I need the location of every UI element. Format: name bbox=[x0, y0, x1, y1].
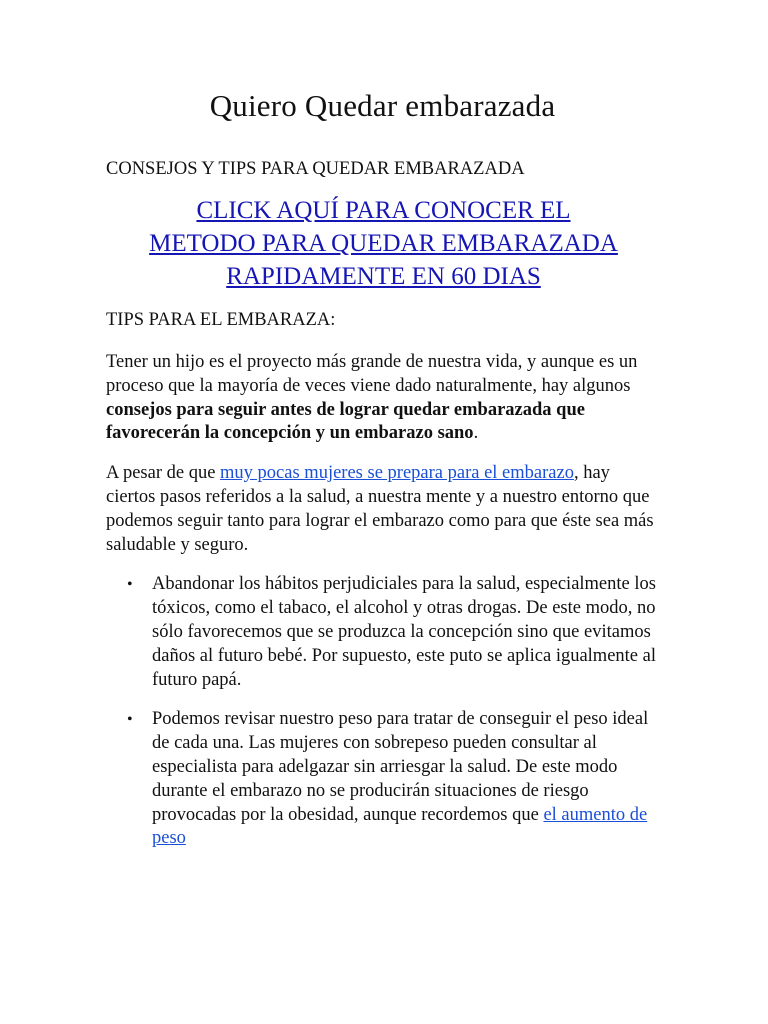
list-item-text: Podemos revisar nuestro peso para tratar de conseguir el peso ideal de cada una. Las mujeres con sobrepeso pueden consultar al especialista para adelgazar sin arriesgar la salud. De este modo durante el embarazo no se producirán situaciones de riesgo provocadas por la obesidad, aunque recordemos que bbox=[152, 709, 649, 825]
list-item-text: Abandonar los hábitos perjudiciales para la salud, especialmente los tóxicos, como el tabaco, el alcohol y otras drogas. De este modo, no sólo favorecemos que se produzca la concepción sino que evitamos daños al futuro bebé. Por supuesto, este puto se aplica igualmente al futuro papá. bbox=[152, 574, 656, 690]
subtitle: CONSEJOS Y TIPS PARA QUEDAR EMBARAZADA bbox=[106, 159, 525, 179]
preparation-paragraph bbox=[106, 462, 661, 557]
bullet-icon: • bbox=[127, 576, 133, 594]
list-item bbox=[106, 708, 661, 851]
cta-block bbox=[106, 194, 661, 293]
preparation-link[interactable]: muy pocas mujeres se prepara para el embarazo bbox=[220, 463, 574, 484]
section-label: TIPS PARA EL EMBARAZA: bbox=[106, 310, 336, 330]
preparation-text-end: , hay ciertos pasos referidos a la salud, a nuestra mente y a nuestro entorno que podemos seguir tanto para lograr el embarazo como para que éste sea más saludable y seguro. bbox=[106, 463, 654, 555]
cta-line-1: CLICK AQUÍ PARA CONOCER EL bbox=[196, 197, 571, 224]
page-title: Quiero Quedar embarazada bbox=[209, 88, 556, 123]
cta-line-3: RAPIDAMENTE EN 60 DIAS bbox=[226, 263, 541, 290]
list-item bbox=[106, 573, 661, 692]
weight-gain-link[interactable]: el aumento de peso bbox=[152, 804, 648, 849]
intro-text-end: . bbox=[473, 423, 479, 444]
cta-link[interactable] bbox=[149, 197, 618, 290]
intro-paragraph bbox=[106, 351, 661, 446]
intro-text: Tener un hijo es el proyecto más grande de nuestra vida, y aunque es un proceso que la mayoría de veces viene dado naturalmente, hay algunos bbox=[106, 352, 638, 396]
cta-line-2: METODO PARA QUEDAR EMBARAZADA bbox=[149, 230, 618, 257]
document-page bbox=[106, 78, 661, 867]
bullet-icon: • bbox=[127, 711, 133, 729]
tips-list bbox=[106, 573, 661, 851]
intro-bold-text: consejos para seguir antes de lograr quedar embarazada que favorecerán la concepción y un embarazo sano bbox=[106, 399, 585, 444]
preparation-text: A pesar de que bbox=[106, 463, 221, 484]
